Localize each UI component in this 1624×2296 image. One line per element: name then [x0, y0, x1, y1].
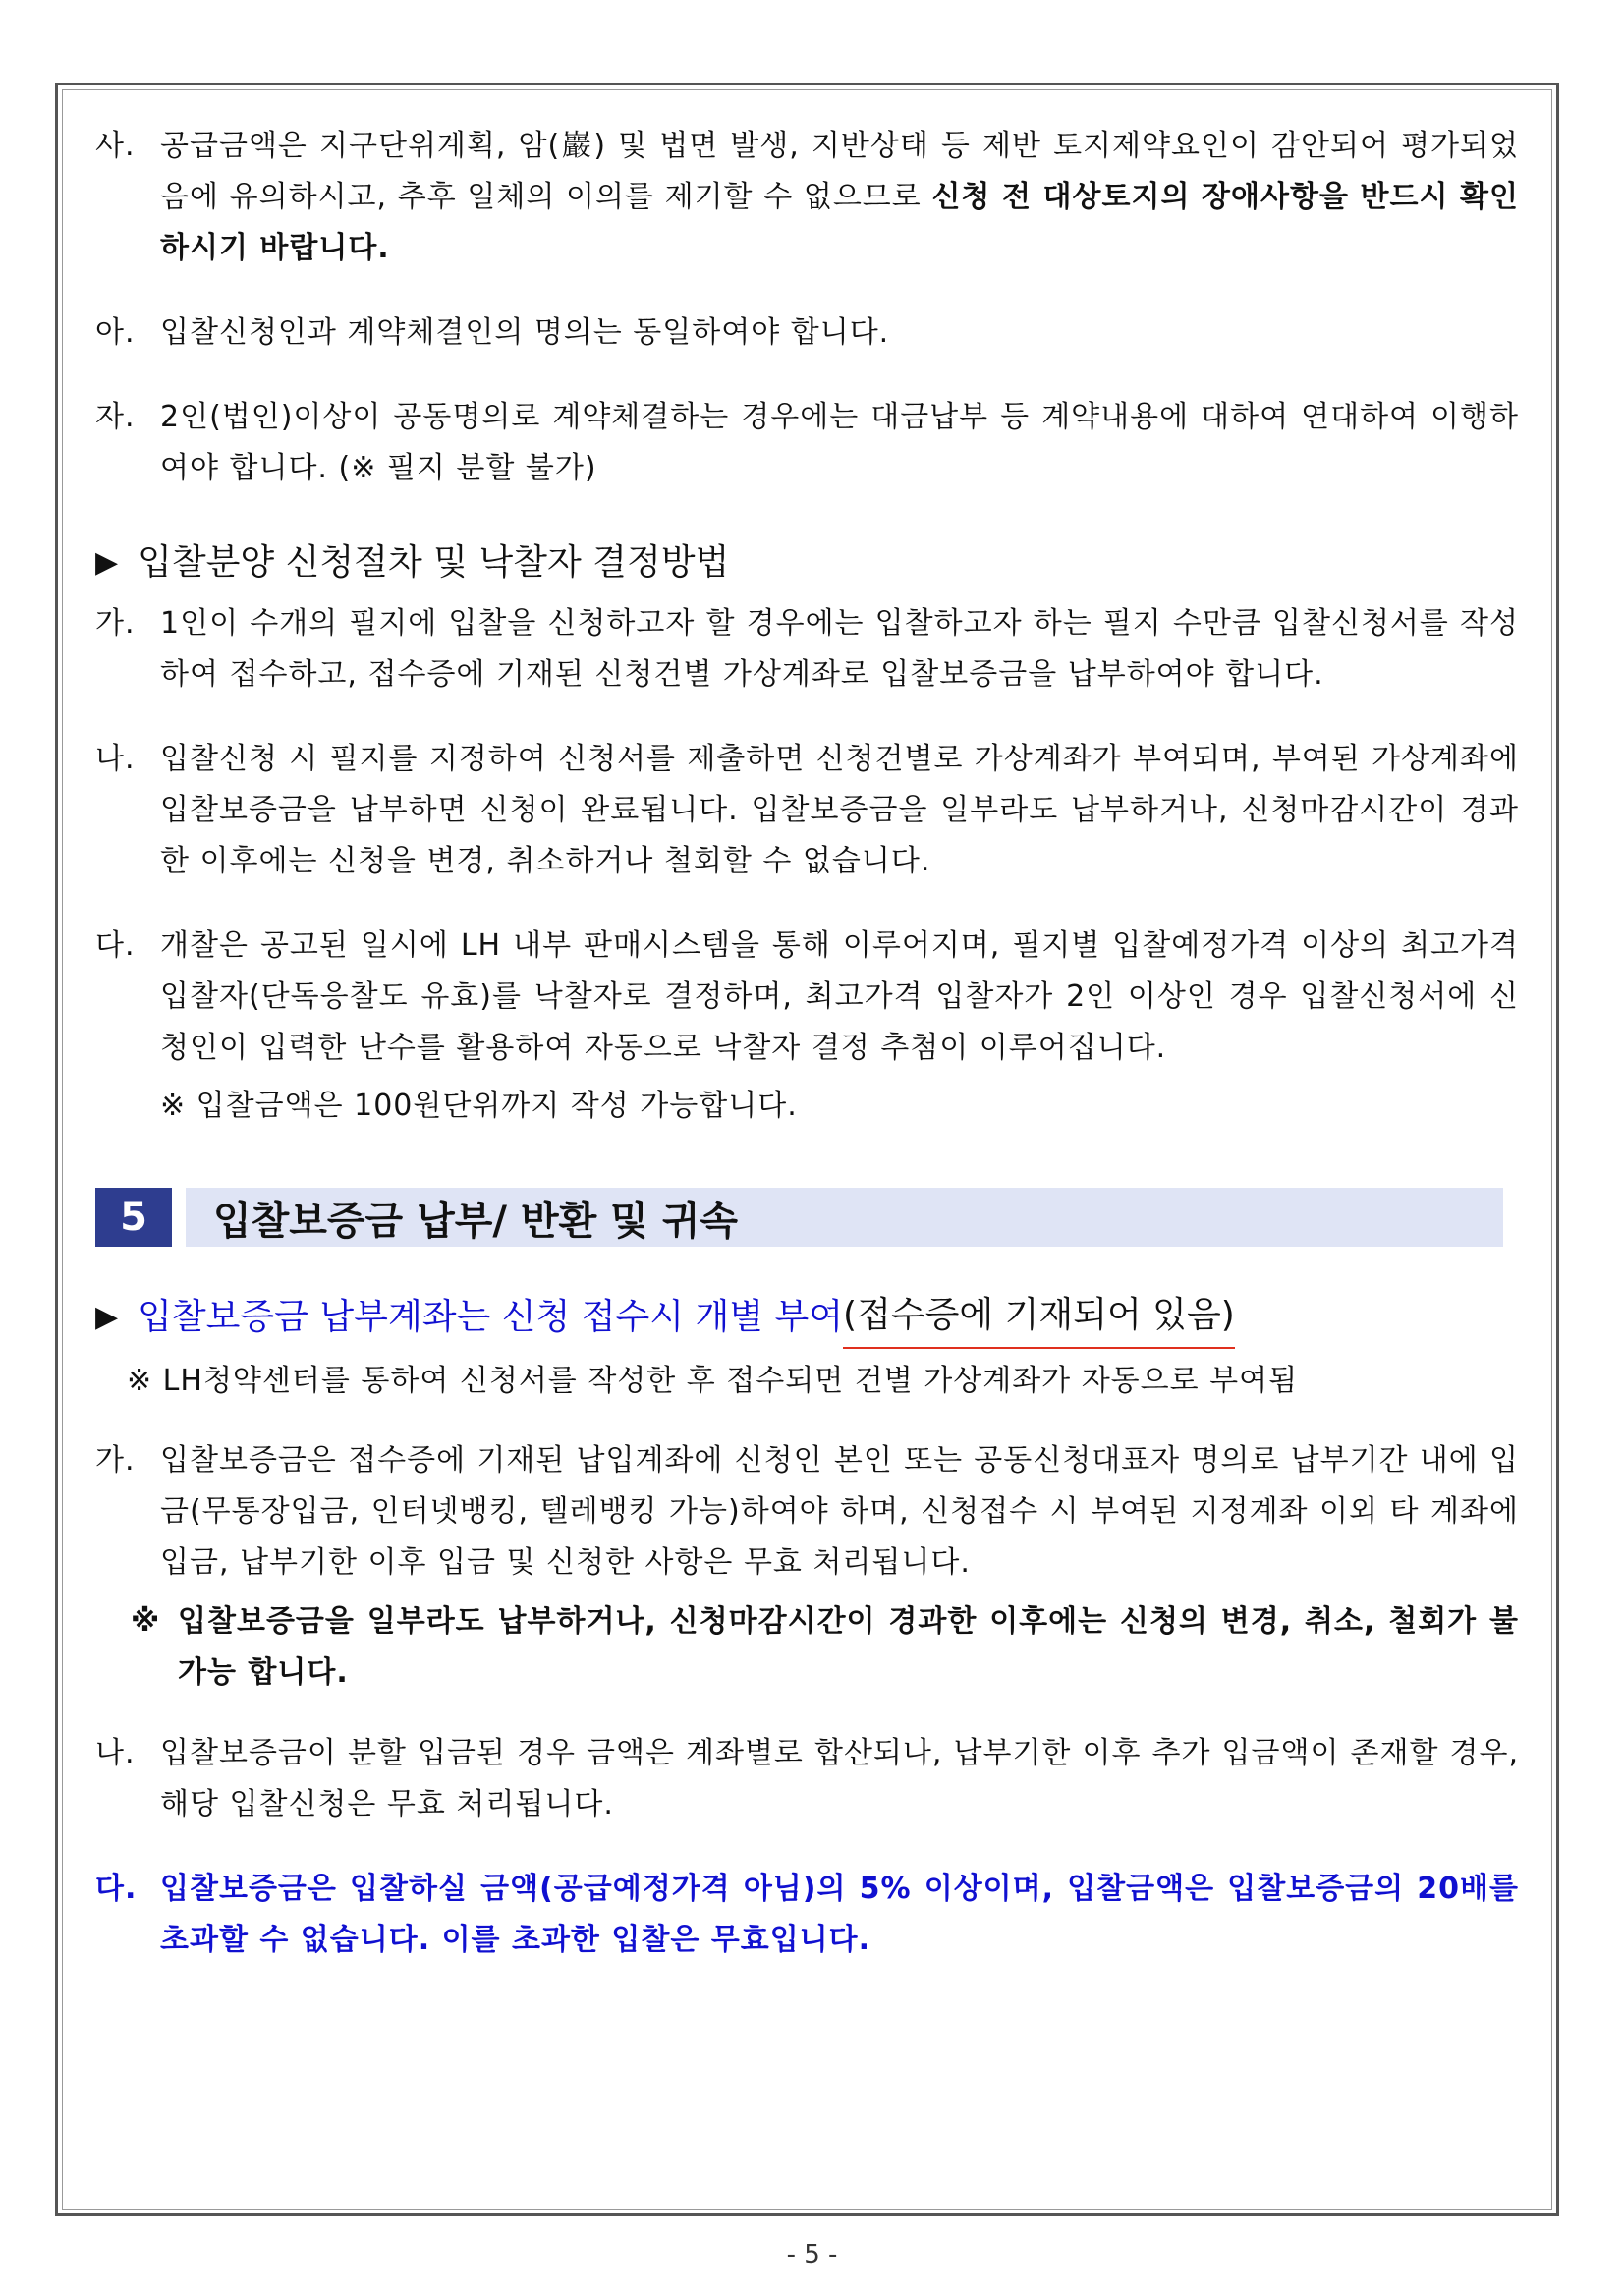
- subheading-underlined-text: (접수증에 기재되어 있음): [843, 1286, 1235, 1349]
- list-item-da: [95, 921, 1519, 1074]
- page-number: - 5 -: [786, 2240, 838, 2269]
- list-item-ga-deposit: [95, 1435, 1519, 1589]
- section-number: 5: [95, 1188, 172, 1247]
- page-frame: [55, 83, 1559, 2216]
- subheading-blue-text: 입찰보증금 납부계좌는 신청 접수시 개별 부여: [138, 1297, 844, 1337]
- note-bold-warning: [131, 1596, 1519, 1699]
- page-content: [95, 121, 1519, 1966]
- item-text: 1인이 수개의 필지에 입찰을 신청하고자 할 경우에는 입찰하고자 하는 필지 수만큼 입찰신청서를 작성하여 접수하고, 접수증에 기재된 신청건별 가상계좌로 입찰보증금을 납부하여야 합니다.: [160, 606, 1519, 692]
- item-marker: 아.: [95, 315, 136, 350]
- item-marker: 사.: [95, 129, 136, 163]
- note-virtual-account: ※ LH청약센터를 통하여 신청서를 작성한 후 접수되면 건별 가상계좌가 자동으로 부여됨: [127, 1364, 1299, 1398]
- item-text: 입찰신청인과 계약체결인의 명의는 동일하여야 합니다.: [160, 315, 890, 350]
- item-text: 입찰보증금은 입찰하실 금액(공급예정가격 아님)의 5% 이상이며, 입찰금액은 입찰보증금의 20배를 초과할 수 없습니다. 이를 초과한 입찰은 무효입니다.: [160, 1872, 1519, 1957]
- item-marker: 다.: [95, 1872, 138, 1906]
- list-item-a: [95, 308, 1519, 359]
- item-text: 입찰보증금이 분할 입금된 경우 금액은 계좌별로 합산되나, 납부기한 이후 추가 입금액이 존재할 경우, 해당 입찰신청은 무효 처리됩니다.: [160, 1736, 1519, 1821]
- item-text: 입찰보증금은 접수증에 기재된 납입계좌에 신청인 본인 또는 공동신청대표자 명의로 납부기간 내에 입금(무통장입금, 인터넷뱅킹, 텔레뱅킹 가능)하여야 하며, 신청접수 시 부여된 지정계좌 이외 타 계좌에 입금, 납부기한 이후 입금 및 신청한 사항은 무효 처리됩니다.: [160, 1443, 1519, 1580]
- note-bid-amount-unit: ※ 입찰금액은 100원단위까지 작성 가능합니다.: [160, 1089, 798, 1123]
- item-text: 공급금액은 지구단위계획, 암(巖) 및 법면 발생, 지반상태 등 제반 토지제약요인이 감안되어 평가되었음에 유의하시고, 추후 일체의 이의를 제기할 수 없으므로 신청 전 대상토지의 장애사항을 반드시 확인하시기 바랍니다.: [160, 129, 1519, 265]
- item-bold-text: 신청 전 대상토지의 장애사항을 반드시 확인하시기 바랍니다.: [160, 180, 1519, 265]
- item-marker: 가.: [95, 606, 136, 641]
- section-header: [95, 1188, 1519, 1247]
- note-marker: ※: [131, 1604, 161, 1639]
- item-marker: 자.: [95, 400, 136, 434]
- subheading-text: 입찰분양 신청절차 및 낙찰자 결정방법: [138, 542, 730, 583]
- list-item-ga: [95, 598, 1519, 700]
- item-marker: 가.: [95, 1443, 136, 1478]
- item-text: 개찰은 공고된 일시에 LH 내부 판매시스템을 통해 이루어지며, 필지별 입찰예정가격 이상의 최고가격 입찰자(단독응찰도 유효)를 낙찰자로 결정하며, 최고가격 입찰자가 2인 이상인 경우 입찰신청서에 신청인이 입력한 난수를 활용하여 자동으로 낙찰자 결정 추첨이 이루어집니다.: [160, 928, 1519, 1065]
- item-text: 2인(법인)이상이 공동명의로 계약체결하는 경우에는 대금납부 등 계약내용에 대하여 연대하여 이행하여야 합니다. (※ 필지 분할 불가): [160, 400, 1519, 485]
- list-item-na-deposit: [95, 1728, 1519, 1830]
- list-item-da-deposit: [95, 1864, 1519, 1966]
- subheading-bid-procedure: [95, 535, 1519, 590]
- list-item-ja: [95, 392, 1519, 494]
- note-text: 입찰보증금을 일부라도 납부하거나, 신청마감시간이 경과한 이후에는 신청의 변경, 취소, 철회가 불가능 합니다.: [178, 1604, 1519, 1690]
- triangle-bullet-icon: ▶: [95, 1300, 119, 1334]
- subheading-deposit-account: [95, 1286, 1519, 1349]
- item-marker: 나.: [95, 1736, 136, 1770]
- item-marker: 나.: [95, 742, 136, 776]
- item-text: 입찰신청 시 필지를 지정하여 신청서를 제출하면 신청건별로 가상계좌가 부여되며, 부여된 가상계좌에 입찰보증금을 납부하면 신청이 완료됩니다. 입찰보증금을 일부라도 납부하거나, 신청마감시간이 경과한 이후에는 신청을 변경, 취소하거나 철회할 수 없습니다.: [160, 742, 1519, 878]
- triangle-bullet-icon: ▶: [95, 545, 119, 580]
- section-title: 입찰보증금 납부/ 반환 및 귀속: [186, 1188, 1503, 1247]
- item-marker: 다.: [95, 928, 136, 963]
- list-item-na: [95, 734, 1519, 887]
- list-item-sa: [95, 121, 1519, 274]
